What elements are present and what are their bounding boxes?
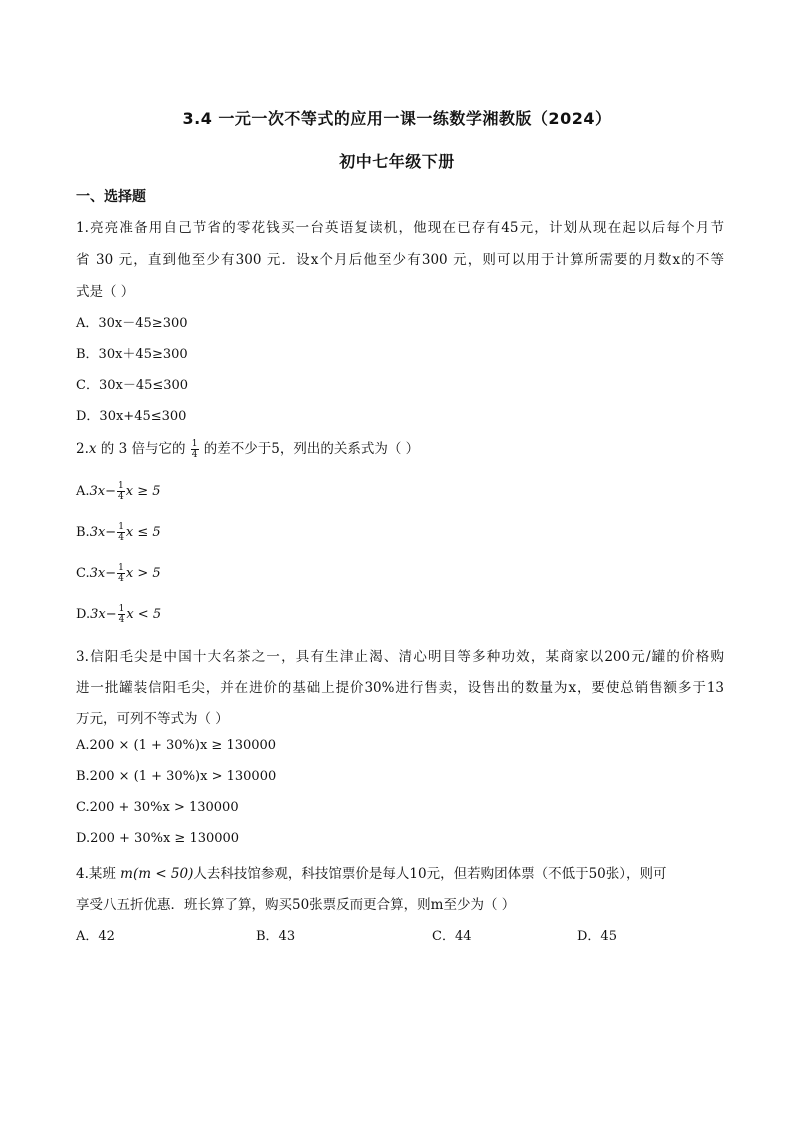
q2-option-b-tail: x ≤ 5 — [125, 525, 161, 540]
q4-option-d: D．45 — [577, 929, 617, 944]
q3-text-line-1: 3.信阳毛尖是中国十大名茶之一，具有生津止渴、清心明目等多种功效，某商家以200元/罐的价格购 — [76, 649, 724, 665]
q2-variable: x — [88, 441, 97, 457]
q2-option-a-label: A. — [76, 484, 90, 499]
q2-option-b-frac-num: 1 — [118, 522, 124, 532]
q4-option-c: C．44 — [432, 929, 472, 944]
section-heading: 一、选择题 — [76, 189, 146, 205]
q3-option-b: B.200 × (1 + 30%)x > 130000 — [76, 769, 277, 784]
document-title: 3.4 一元一次不等式的应用一课一练数学湘教版（2024） — [182, 109, 612, 128]
q2-option-a-tail: x ≥ 5 — [125, 484, 161, 499]
q4-option-a: A．42 — [76, 929, 115, 944]
q1-option-b: B．30x＋45≥300 — [76, 347, 188, 362]
q1-text-line-2: 省 30 元，直到他至少有300 元．设x个月后他至少有300 元，则可以用于计算所需要的月数x的不等 — [76, 252, 724, 268]
q2-option-d-label: D. — [76, 607, 91, 622]
q2-option-d — [76, 604, 161, 625]
q2-number: 2. — [76, 441, 89, 457]
q2-option-d-tail: x < 5 — [126, 607, 162, 622]
q4-math: m(m < 50) — [120, 866, 194, 882]
q4-option-b: B．43 — [256, 929, 296, 944]
q4-text-post: 人去科技馆参观，科技馆票价是每人10元，但若购团体票（不低于50张），则可 — [193, 866, 667, 882]
q2-option-c — [76, 563, 161, 584]
q2-option-b — [76, 522, 161, 543]
q2-option-c-frac-num: 1 — [118, 563, 124, 573]
q2-option-b-lead: 3x− — [89, 525, 117, 540]
q2-option-c-label: C. — [76, 566, 90, 581]
q2-fraction-numerator: 1 — [191, 439, 198, 449]
q1-option-a: A．30x－45≥300 — [76, 316, 188, 331]
q2-option-a-lead: 3x− — [89, 484, 117, 499]
q1-text-line-3: 式是（ ） — [76, 284, 135, 300]
q2-option-a — [76, 481, 161, 502]
q2-option-b-label: B. — [76, 525, 90, 540]
q4-text-line-2: 享受八五折优惠．班长算了算，购买50张票反而更合算，则m至少为（ ） — [76, 897, 516, 913]
q2-option-b-frac-den: 4 — [118, 533, 124, 543]
q2-text-mid: 的 3 倍与它的 — [96, 441, 186, 457]
q3-option-a: A.200 × (1 + 30%)x ≥ 130000 — [76, 738, 277, 753]
q2-option-c-tail: x > 5 — [125, 566, 161, 581]
q1-text-line-1: 1.亮亮准备用自己节省的零花钱买一台英语复读机，他现在已存有45元，计划从现在起以后每个月节 — [76, 220, 724, 236]
q2-text-post: 的差不少于5，列出的关系式为（ ） — [199, 441, 420, 457]
q2-option-d-frac-den: 4 — [118, 615, 125, 625]
q1-option-d: D．30x+45≤300 — [76, 409, 187, 424]
q2-option-c-lead: 3x− — [89, 566, 117, 581]
q2-option-d-frac-num: 1 — [118, 604, 125, 614]
q2-option-a-frac-den: 4 — [118, 492, 124, 502]
q2-text — [76, 437, 419, 460]
q4-text-pre: 4.某班 — [76, 866, 121, 882]
document-subtitle: 初中七年级下册 — [339, 152, 455, 171]
q2-fraction — [191, 439, 199, 460]
q2-option-c-frac-den: 4 — [118, 574, 124, 584]
q2-option-d-lead: 3x− — [90, 607, 117, 622]
q1-option-c: C．30x－45≤300 — [76, 378, 189, 393]
q2-fraction-denominator: 4 — [191, 450, 198, 460]
q3-text-line-2: 进一批罐装信阳毛尖，并在进价的基础上提价30%进行售卖，设售出的数量为x，要使总销售额多于13 — [76, 680, 724, 696]
q2-option-a-frac-num: 1 — [118, 481, 124, 491]
q3-option-c: C.200 + 30%x > 130000 — [76, 800, 239, 815]
q3-text-line-3: 万元，可列不等式为（ ） — [76, 711, 229, 727]
q4-text-line-1 — [76, 862, 667, 882]
q3-option-d: D.200 + 30%x ≥ 130000 — [76, 831, 240, 846]
